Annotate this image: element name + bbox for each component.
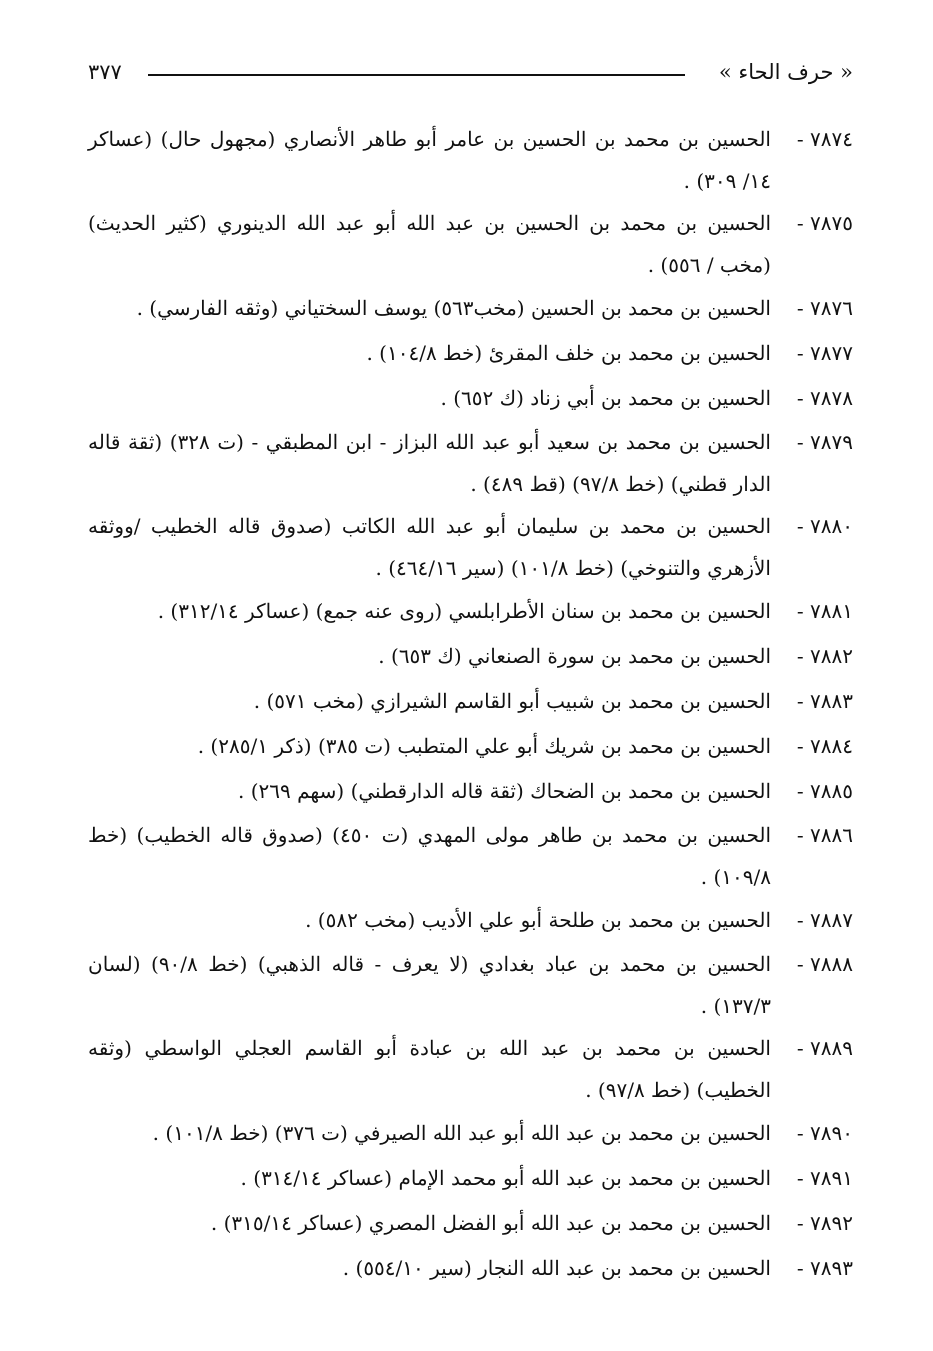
entry-item — [88, 421, 853, 505]
entry-item — [88, 943, 853, 1027]
entry-number: ٧٨٩٠ - — [796, 1121, 853, 1145]
entry-number: ٧٨٨١ - — [796, 599, 853, 623]
entry-text: الحسين بن محمد بن عباد بغدادي (لا يعرف - قاله الذهبي) (خط ٩٠/٨) (لسان ١٣٧/٣) . — [88, 952, 771, 1018]
entry-text: الحسين بن محمد بن عبد الله أبو عبد الله الصيرفي (ت ٣٧٦) (خط ١٠١/٨) . — [152, 1121, 771, 1145]
entry-number: ٧٨٨٨ - — [796, 952, 853, 976]
entry-item — [88, 1111, 853, 1156]
entry-number: ٧٨٨٤ - — [796, 734, 853, 758]
entry-text: الحسين بن محمد بن سليمان أبو عبد الله الكاتب (صدوق قاله الخطيب /ووثقه الأزهري والتنوخي) (خط ١٠١/٨) (سير ٤٦٤/١٦) . — [88, 514, 771, 580]
entry-text: الحسين بن محمد بن الضحاك (ثقة قاله الدارقطني) (سهم ٢٦٩) . — [238, 779, 771, 803]
entry-number: ٧٨٩١ - — [796, 1166, 853, 1190]
entry-number: ٧٨٨٣ - — [796, 689, 853, 713]
entry-number: ٧٨٧٦ - — [796, 296, 853, 320]
entry-text: الحسين بن محمد بن سعيد أبو عبد الله البزاز - ابن المطبقي - (ت ٣٢٨) (ثقة قاله الدار قطني) (خط ٩٧/٨) (قط ٤٨٩) . — [88, 430, 771, 496]
entry-number: ٧٨٧٩ - — [796, 430, 853, 454]
entry-item — [88, 679, 853, 724]
entry-number: ٧٨٨٦ - — [796, 823, 854, 847]
entry-number: ٧٨٧٧ - — [796, 341, 853, 365]
entry-item — [88, 505, 853, 589]
entries-list — [88, 118, 853, 1291]
entry-number: ٧٨٨٩ - — [796, 1036, 853, 1060]
entry-item — [88, 1027, 853, 1111]
entry-item — [88, 898, 853, 943]
entry-item — [88, 634, 853, 679]
entry-number: ٧٨٩٢ - — [796, 1211, 853, 1235]
entry-text: الحسين بن محمد بن سنان الأطرابلسي (روى عنه جمع) (عساكر ٣١٢/١٤) . — [157, 599, 771, 623]
entry-number: ٧٨٨٢ - — [796, 644, 853, 668]
entry-number: ٧٨٨٥ - — [796, 779, 853, 803]
page-number: ٣٧٧ — [88, 60, 122, 84]
chapter-title: « حرف الحاء » — [718, 60, 853, 84]
entry-item — [88, 589, 853, 634]
entry-text: الحسين بن محمد بن الحسين (مخب٥٦٣) يوسف السختياني (وثقه الفارسي) . — [136, 296, 771, 320]
entry-text: الحسين بن محمد بن طلحة أبو علي الأديب (مخب ٥٨٢) . — [305, 908, 771, 932]
entry-number: ٧٨٨٠ - — [796, 514, 853, 538]
entry-number: ٧٨٨٧ - — [796, 908, 853, 932]
entry-text: الحسين بن محمد بن طاهر مولى المهدي (ت ٤٥٠) (صدوق قاله الخطيب) (خط ١٠٩/٨) . — [88, 823, 772, 889]
entry-text: الحسين بن محمد بن عبد الله النجار (سير ٥٥٤/١٠) . — [342, 1256, 771, 1280]
entry-text: الحسين بن محمد بن شبيب أبو القاسم الشيرازي (مخب ٥٧١) . — [253, 689, 771, 713]
entry-item — [88, 724, 853, 769]
header-rule — [148, 74, 685, 76]
entry-number: ٧٨٧٥ - — [796, 211, 853, 235]
entry-item — [88, 331, 853, 376]
entry-number: ٧٨٧٤ - — [796, 127, 853, 151]
entry-item — [88, 1246, 853, 1291]
entry-item — [88, 1156, 853, 1201]
entry-item — [88, 202, 853, 286]
entry-text: الحسين بن محمد بن الحسين بن عبد الله أبو عبد الله الدينوري (كثير الحديث) (مخب / ٥٥٦) . — [88, 211, 771, 277]
entry-text: الحسين بن محمد بن الحسين بن عامر أبو طاهر الأنصاري (مجهول حال) (عساكر ١٤/ ٣٠٩) . — [88, 127, 771, 193]
entry-text: الحسين بن محمد بن عبد الله بن عبادة أبو القاسم العجلي الواسطي (وثقه الخطيب) (خط ٩٧/٨) . — [88, 1036, 771, 1102]
entry-item — [88, 814, 853, 898]
page-header — [88, 54, 853, 94]
entry-item — [88, 769, 853, 814]
entry-text: الحسين بن محمد بن عبد الله أبو محمد الإمام (عساكر ٣١٤/١٤) . — [240, 1166, 771, 1190]
entry-text: الحسين بن محمد بن شريك أبو علي المتطبب (ت ٣٨٥) (ذكر ٢٨٥/١) . — [197, 734, 771, 758]
entry-number: ٧٨٧٨ - — [796, 386, 853, 410]
entry-text: الحسين بن محمد بن أبي زناد (ك ٦٥٢) . — [440, 386, 771, 410]
entry-item — [88, 1201, 853, 1246]
entry-item — [88, 118, 853, 202]
entry-text: الحسين بن محمد بن سورة الصنعاني (ك ٦٥٣) . — [378, 644, 771, 668]
entry-number: ٧٨٩٣ - — [796, 1256, 853, 1280]
entry-item — [88, 286, 853, 331]
entry-item — [88, 376, 853, 421]
entry-text: الحسين بن محمد بن عبد الله أبو الفضل المصري (عساكر ٣١٥/١٤) . — [210, 1211, 771, 1235]
entry-text: الحسين بن محمد بن خلف المقرئ (خط ١٠٤/٨) . — [366, 341, 771, 365]
